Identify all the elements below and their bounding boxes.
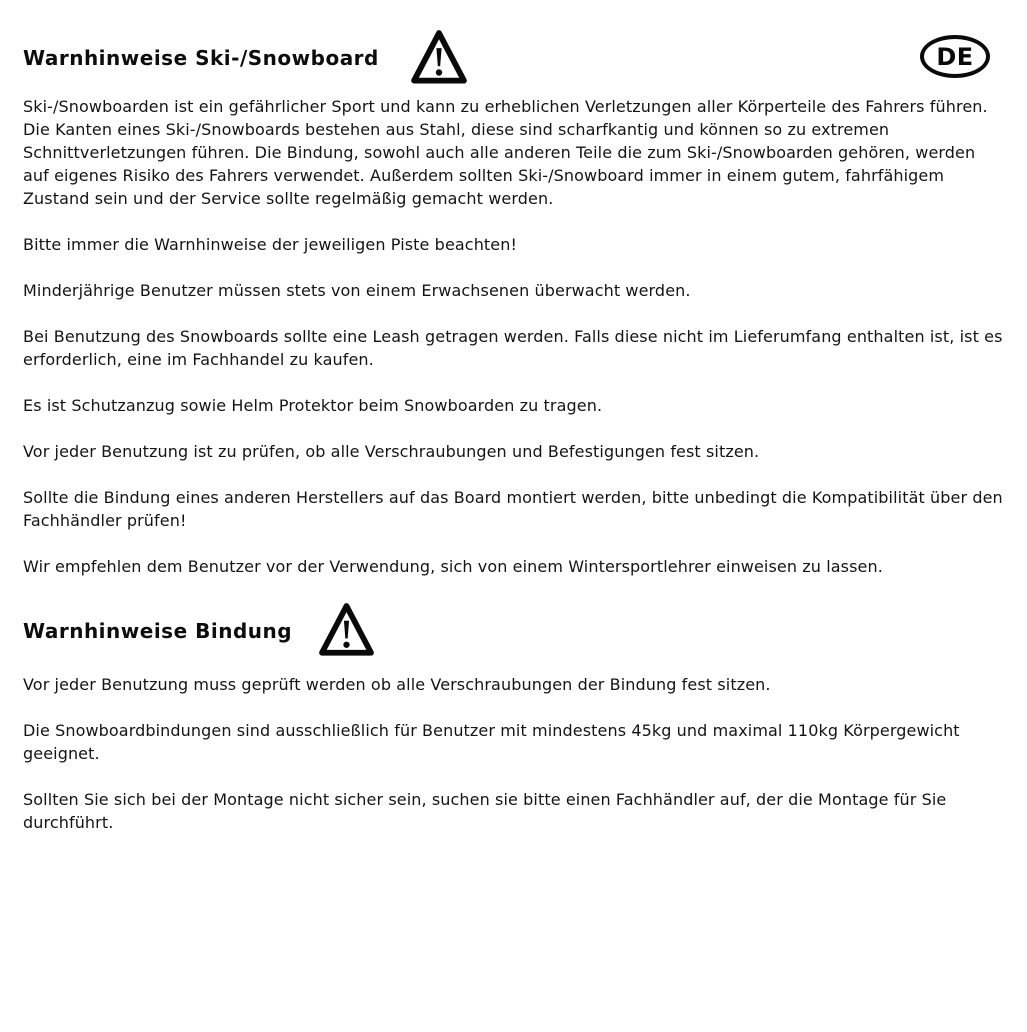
paragraph: Sollten Sie sich bei der Montage nicht sicher sein, suchen sie bitte einen Fachhändler auf, der die Montage für Sie durchführt.	[23, 790, 947, 832]
section-title-ski-snowboard: Warnhinweise Ski-/Snowboard	[23, 46, 379, 70]
paragraph: Minderjährige Benutzer müssen stets von einem Erwachsenen überwacht werden.	[23, 281, 691, 300]
paragraph: Vor jeder Benutzung muss geprüft werden ob alle Verschraubungen der Bindung fest sitzen.	[23, 675, 771, 694]
document-content	[23, 0, 1005, 857]
paragraph: Ski-/Snowboarden ist ein gefährlicher Sport und kann zu erheblichen Verletzungen aller Körperteile des Fahrers führen. Die Kanten eines Ski-/Snowboards bestehen aus Stahl, diese sind scharfkantig und können so zu extremen Schnittverletzungen führen. Die Bindung, sowohl auch alle anderen Teile die zum Ski-/Snowboarden gehören, werden auf eigenes Risiko des Fahrers verwendet. Außerdem sollten Ski-/Snowboard immer in einem gutem, fahrfähigem Zustand sein und der Service sollte regelmäßig gemacht werden.	[23, 97, 988, 208]
paragraph: Es ist Schutzanzug sowie Helm Protektor beim Snowboarden zu tragen.	[23, 396, 603, 415]
paragraph: Die Snowboardbindungen sind ausschließlich für Benutzer mit mindestens 45kg und maximal 110kg Körpergewicht geeignet.	[23, 721, 960, 763]
section-header-ski-snowboard	[23, 28, 1005, 88]
warning-triangle-icon	[409, 29, 469, 87]
section-header-bindung	[23, 602, 1005, 659]
language-badge-label: DE	[936, 42, 974, 71]
paragraph: Bitte immer die Warnhinweise der jeweiligen Piste beachten!	[23, 235, 518, 254]
section-title-bindung: Warnhinweise Bindung	[23, 618, 293, 643]
paragraph: Sollte die Bindung eines anderen Herstellers auf das Board montiert werden, bitte unbedingt die Kompatibilität über den Fachhändler prüfen!	[23, 488, 1003, 530]
paragraph: Vor jeder Benutzung ist zu prüfen, ob alle Verschraubungen und Befestigungen fest sitzen.	[23, 442, 760, 461]
paragraph: Bei Benutzung des Snowboards sollte eine Leash getragen werden. Falls diese nicht im Lieferumfang enthalten ist, ist es erforderlich, eine im Fachhandel zu kaufen.	[23, 327, 1003, 369]
paragraph: Wir empfehlen dem Benutzer vor der Verwendung, sich von einem Wintersportlehrer einweisen zu lassen.	[23, 557, 883, 576]
warning-triangle-icon	[318, 602, 375, 659]
